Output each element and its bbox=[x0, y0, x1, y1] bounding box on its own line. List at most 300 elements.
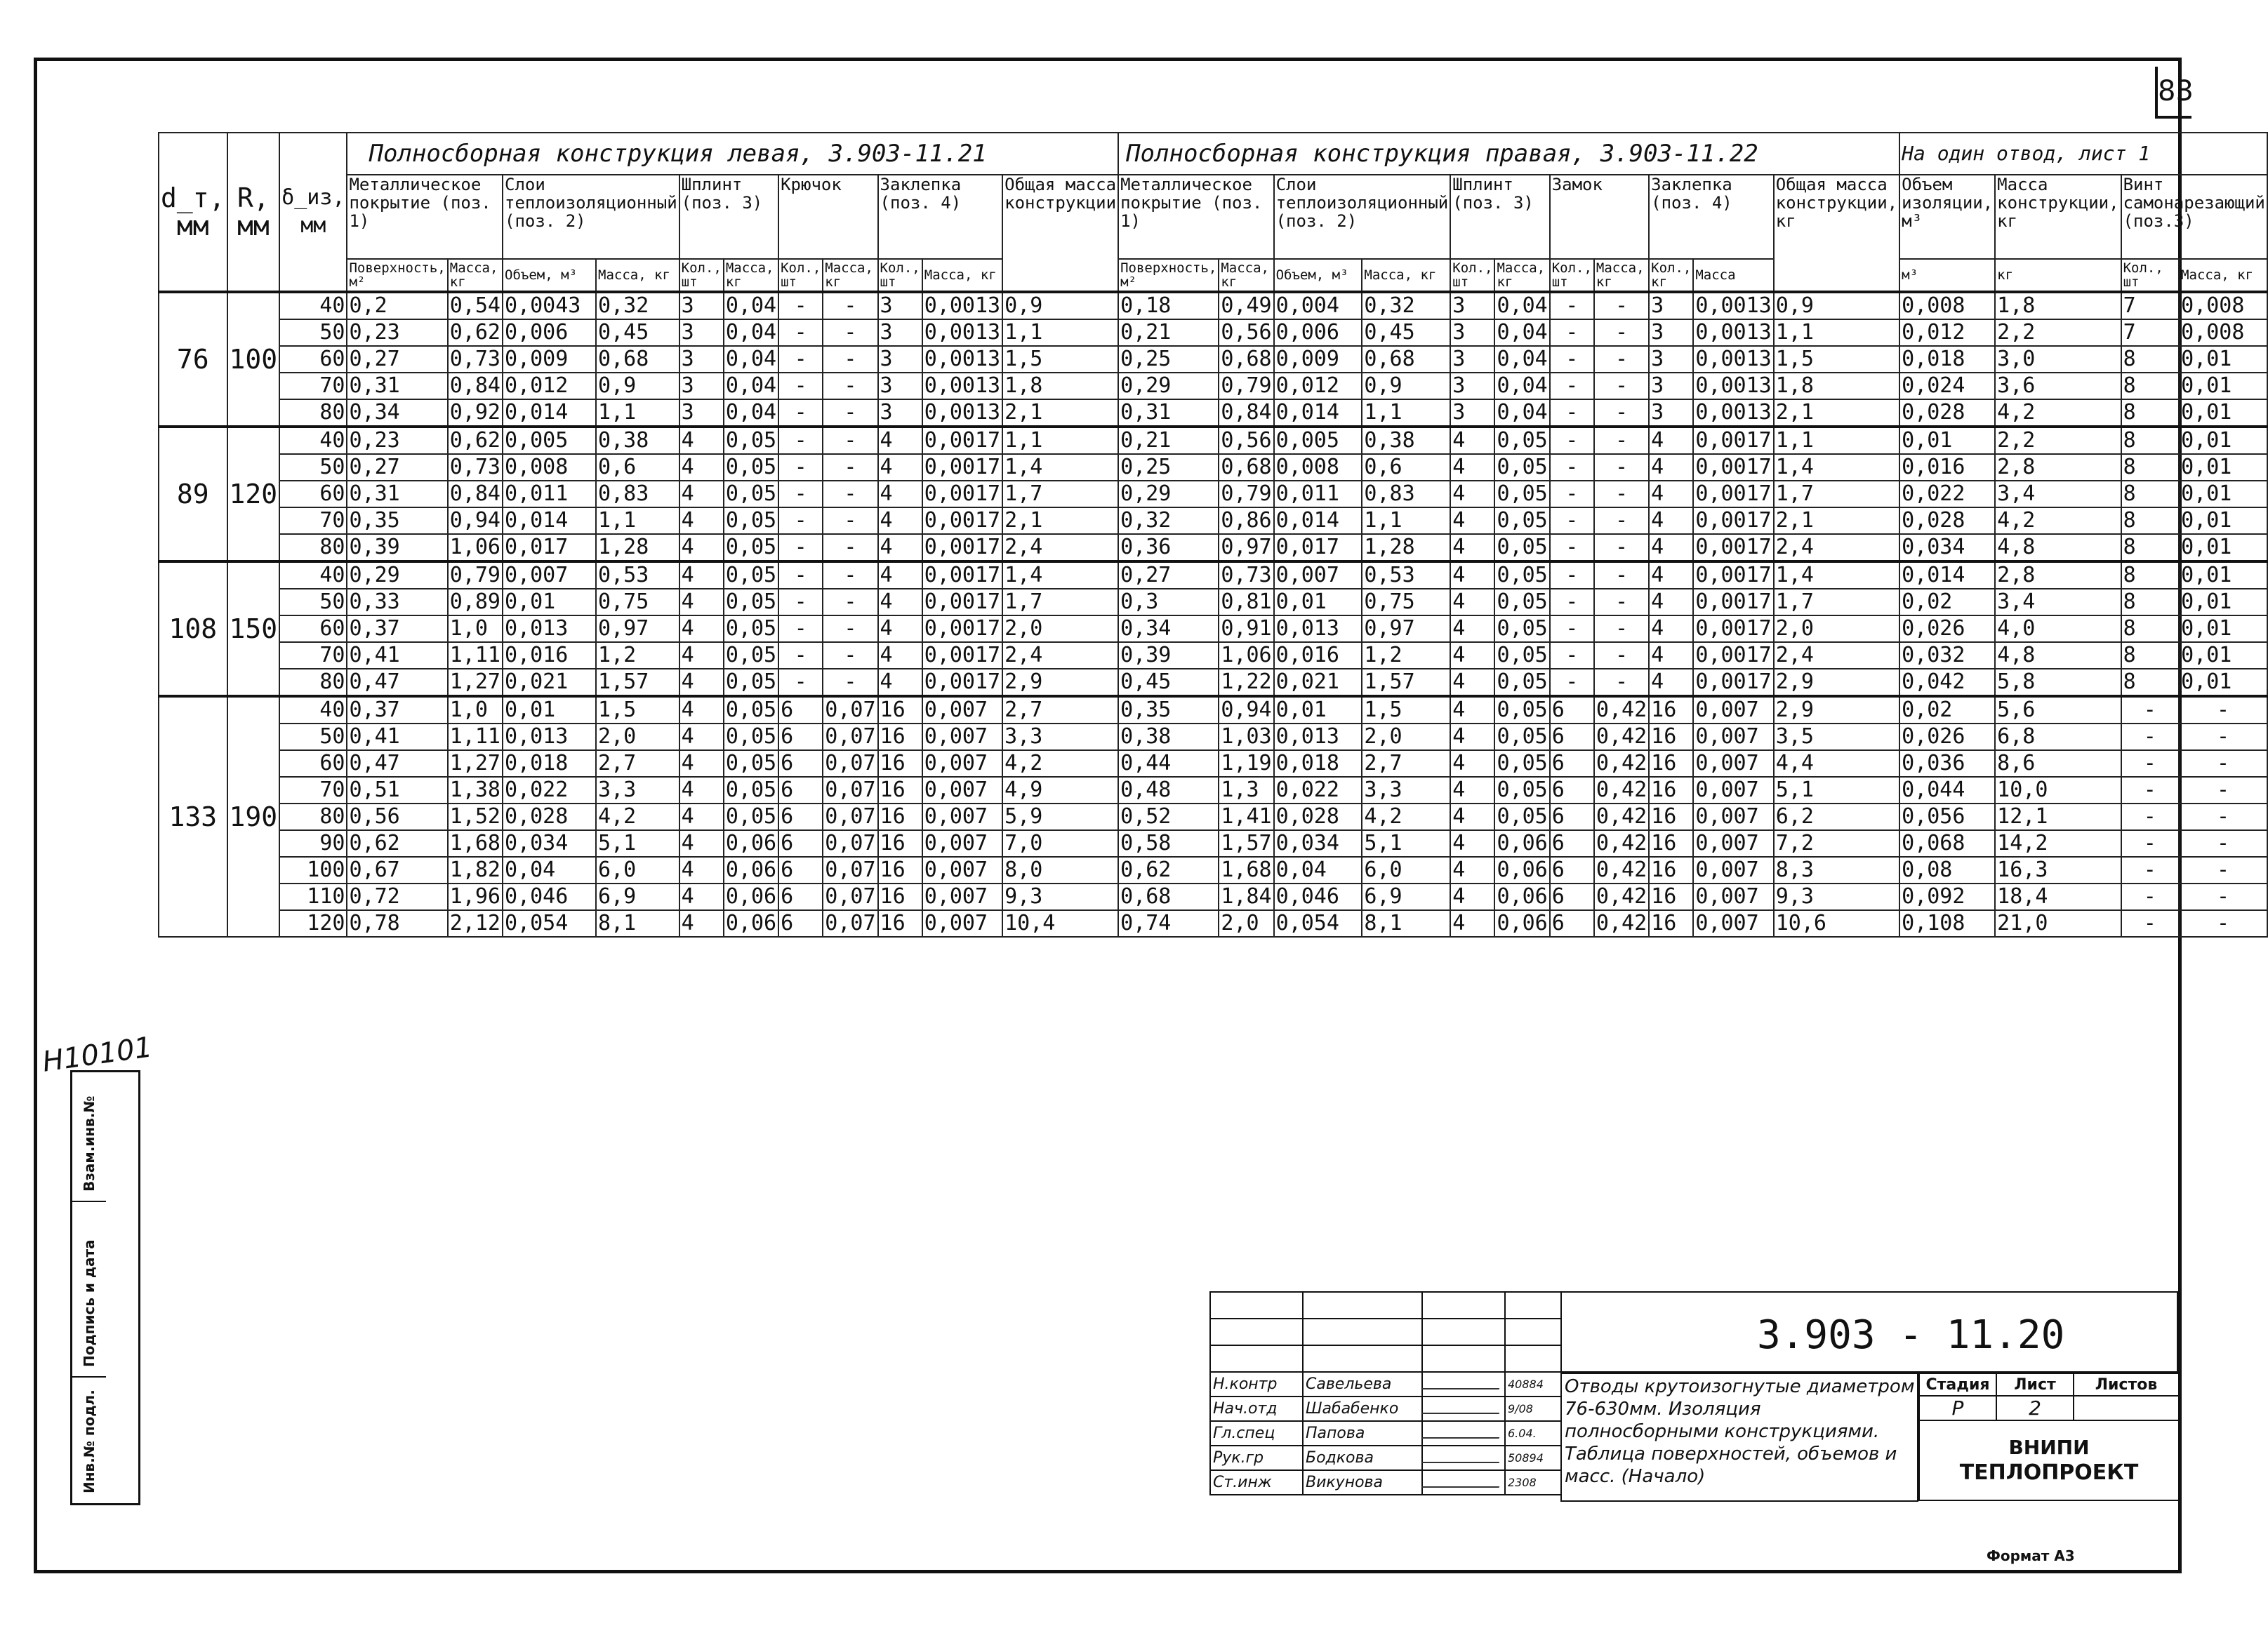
value-cell: - bbox=[823, 427, 877, 454]
signer-role: Ст.инж bbox=[1210, 1470, 1303, 1495]
sign-date: 2308 bbox=[1505, 1470, 1561, 1495]
value-cell: 4 bbox=[1649, 534, 1693, 561]
value-cell: 0,007 bbox=[922, 884, 1002, 910]
value-cell: 4 bbox=[679, 830, 724, 857]
value-cell: 16 bbox=[878, 777, 922, 804]
value-cell: 0,046 bbox=[503, 884, 596, 910]
value-cell: 0,79 bbox=[448, 561, 503, 589]
value-cell: - bbox=[778, 481, 823, 507]
value-cell: 4 bbox=[878, 615, 922, 642]
value-cell: 0,38 bbox=[1362, 427, 1450, 454]
signature-row bbox=[1210, 1372, 1561, 1397]
value-cell: 0,72 bbox=[347, 884, 447, 910]
value-cell: 4 bbox=[878, 561, 922, 589]
value-cell: 0,37 bbox=[347, 615, 447, 642]
value-cell: 0,32 bbox=[596, 292, 679, 319]
value-cell: 1,3 bbox=[1219, 777, 1273, 804]
value-cell: 1,27 bbox=[448, 750, 503, 777]
value-cell: 4 bbox=[679, 615, 724, 642]
value-cell: 4 bbox=[679, 427, 724, 454]
value-cell: 8 bbox=[2121, 427, 2180, 454]
value-cell: 0,56 bbox=[347, 804, 447, 830]
value-cell: 0,007 bbox=[1693, 830, 1773, 857]
value-cell: 2,2 bbox=[1995, 319, 2121, 346]
insulation-thickness-cell: 70 bbox=[279, 642, 347, 669]
unit-header-14: Кол., шт bbox=[1450, 259, 1494, 292]
value-cell: 4 bbox=[1450, 830, 1494, 857]
insulation-thickness-cell: 90 bbox=[279, 830, 347, 857]
table-row bbox=[159, 534, 2267, 561]
value-cell: 0,74 bbox=[1118, 910, 1219, 937]
signature bbox=[1422, 1421, 1505, 1446]
value-cell: 0,73 bbox=[448, 454, 503, 481]
value-cell: 0,62 bbox=[448, 427, 503, 454]
value-cell: 16 bbox=[878, 750, 922, 777]
value-cell: 0,37 bbox=[347, 696, 447, 724]
value-cell: 0,06 bbox=[1494, 857, 1549, 884]
value-cell: 0,008 bbox=[2179, 292, 2267, 319]
value-cell: 8,3 bbox=[1774, 857, 1899, 884]
value-cell: - bbox=[778, 346, 823, 373]
value-cell: 0,018 bbox=[503, 750, 596, 777]
value-cell: - bbox=[1550, 346, 1594, 373]
value-cell: 1,1 bbox=[596, 399, 679, 427]
table-row bbox=[159, 642, 2267, 669]
value-cell: 10,6 bbox=[1774, 910, 1899, 937]
value-cell: 0,29 bbox=[1118, 373, 1219, 399]
value-cell: - bbox=[778, 669, 823, 696]
value-cell: 0,01 bbox=[2179, 346, 2267, 373]
value-cell: 0,68 bbox=[1219, 454, 1273, 481]
signature bbox=[1422, 1446, 1505, 1470]
value-cell: 8,1 bbox=[596, 910, 679, 937]
sign-date: 40884 bbox=[1505, 1372, 1561, 1397]
signer-name: Папова bbox=[1303, 1421, 1422, 1446]
value-cell: 0,01 bbox=[2179, 561, 2267, 589]
value-cell: 7,0 bbox=[1002, 830, 1118, 857]
value-cell: 5,9 bbox=[1002, 804, 1118, 830]
unit-header-9: Масса, кг bbox=[922, 259, 1002, 292]
value-cell: 0,0013 bbox=[1693, 346, 1773, 373]
right-sub-total: Общая масса конструкции, кг bbox=[1774, 175, 1899, 292]
value-cell: 4 bbox=[1450, 507, 1494, 534]
value-cell: - bbox=[2121, 724, 2180, 750]
value-cell: 3 bbox=[878, 346, 922, 373]
value-cell: 1,8 bbox=[1002, 373, 1118, 399]
value-cell: 3 bbox=[878, 373, 922, 399]
value-cell: 0,007 bbox=[922, 696, 1002, 724]
value-cell: 0,04 bbox=[1494, 319, 1549, 346]
signature bbox=[1422, 1372, 1505, 1397]
value-cell: 6,9 bbox=[1362, 884, 1450, 910]
value-cell: 0,011 bbox=[503, 481, 596, 507]
value-cell: - bbox=[778, 292, 823, 319]
value-cell: 0,21 bbox=[1118, 319, 1219, 346]
unit-header-19: Масса bbox=[1693, 259, 1773, 292]
value-cell: 0,83 bbox=[1362, 481, 1450, 507]
value-cell: 0,58 bbox=[1118, 830, 1219, 857]
value-cell: 2,4 bbox=[1002, 642, 1118, 669]
value-cell: 0,42 bbox=[1594, 857, 1649, 884]
value-cell: 3,5 bbox=[1774, 724, 1899, 750]
value-cell: 1,06 bbox=[448, 534, 503, 561]
value-cell: - bbox=[2121, 884, 2180, 910]
value-cell: - bbox=[2121, 750, 2180, 777]
value-cell: 6 bbox=[1550, 724, 1594, 750]
value-cell: 0,054 bbox=[1274, 910, 1362, 937]
value-cell: - bbox=[1550, 642, 1594, 669]
value-cell: 0,04 bbox=[503, 857, 596, 884]
value-cell: 4 bbox=[1450, 669, 1494, 696]
value-cell: 5,6 bbox=[1995, 696, 2121, 724]
table-row bbox=[159, 346, 2267, 373]
value-cell: 0,41 bbox=[347, 724, 447, 750]
value-cell: 4 bbox=[1649, 615, 1693, 642]
insulation-thickness-cell: 70 bbox=[279, 507, 347, 534]
value-cell: 1,57 bbox=[1219, 830, 1273, 857]
value-cell: 0,007 bbox=[1693, 884, 1773, 910]
value-cell: 8,0 bbox=[1002, 857, 1118, 884]
value-cell: 0,6 bbox=[596, 454, 679, 481]
value-cell: 4 bbox=[1450, 642, 1494, 669]
value-cell: 0,34 bbox=[347, 399, 447, 427]
value-cell: 0,05 bbox=[1494, 777, 1549, 804]
value-cell: - bbox=[2179, 857, 2267, 884]
insulation-thickness-cell: 120 bbox=[279, 910, 347, 937]
value-cell: 16 bbox=[1649, 804, 1693, 830]
value-cell: 3 bbox=[878, 399, 922, 427]
value-cell: 0,092 bbox=[1899, 884, 1995, 910]
value-cell: 4 bbox=[1649, 589, 1693, 615]
value-cell: - bbox=[1594, 589, 1649, 615]
value-cell: - bbox=[1594, 427, 1649, 454]
title-block bbox=[1209, 1291, 2178, 1502]
value-cell: 6 bbox=[778, 910, 823, 937]
value-cell: 0,012 bbox=[503, 373, 596, 399]
value-cell: 16 bbox=[1649, 750, 1693, 777]
value-cell: 0,0017 bbox=[922, 507, 1002, 534]
value-cell: 0,04 bbox=[1274, 857, 1362, 884]
value-cell: 0,008 bbox=[1899, 292, 1995, 319]
value-cell: 0,017 bbox=[503, 534, 596, 561]
value-cell: 0,68 bbox=[596, 346, 679, 373]
value-cell: 0,0017 bbox=[1693, 615, 1773, 642]
value-cell: 8 bbox=[2121, 454, 2180, 481]
value-cell: - bbox=[1594, 481, 1649, 507]
insulation-thickness-cell: 50 bbox=[279, 454, 347, 481]
left-strip-label-3: Инв.№ подл. bbox=[81, 1389, 98, 1493]
value-cell: 0,0013 bbox=[1693, 399, 1773, 427]
left-sub-pin: Шплинт (поз. 3) bbox=[679, 175, 778, 259]
value-cell: 4 bbox=[679, 589, 724, 615]
value-cell: 0,008 bbox=[2179, 319, 2267, 346]
value-cell: - bbox=[2179, 696, 2267, 724]
value-cell: 2,7 bbox=[596, 750, 679, 777]
left-sub-total: Общая масса конструкции bbox=[1002, 175, 1118, 292]
value-cell: 0,007 bbox=[1693, 750, 1773, 777]
value-cell: 5,8 bbox=[1995, 669, 2121, 696]
value-cell: 3,3 bbox=[596, 777, 679, 804]
value-cell: - bbox=[823, 561, 877, 589]
value-cell: 4 bbox=[1649, 642, 1693, 669]
value-cell: - bbox=[823, 669, 877, 696]
value-cell: 0,05 bbox=[1494, 454, 1549, 481]
value-cell: 16 bbox=[878, 804, 922, 830]
value-cell: 6,2 bbox=[1774, 804, 1899, 830]
table-row bbox=[159, 589, 2267, 615]
value-cell: 0,018 bbox=[1274, 750, 1362, 777]
value-cell: 0,014 bbox=[503, 399, 596, 427]
value-cell: 0,3 bbox=[1118, 589, 1219, 615]
value-cell: 0,47 bbox=[347, 669, 447, 696]
header-left-construction: Полносборная конструкция левая, 3.903-11.21 bbox=[347, 133, 1118, 175]
value-cell: 16 bbox=[1649, 884, 1693, 910]
value-cell: 0,013 bbox=[1274, 724, 1362, 750]
value-cell: 0,42 bbox=[1594, 884, 1649, 910]
signer-name: Бодкова bbox=[1303, 1446, 1422, 1470]
insulation-thickness-cell: 80 bbox=[279, 669, 347, 696]
value-cell: 0,01 bbox=[2179, 427, 2267, 454]
value-cell: 0,62 bbox=[448, 319, 503, 346]
stage-value: Р bbox=[1919, 1396, 1996, 1420]
table-row bbox=[159, 319, 2267, 346]
value-cell: 6 bbox=[778, 724, 823, 750]
value-cell: 0,44 bbox=[1118, 750, 1219, 777]
value-cell: 0,01 bbox=[2179, 454, 2267, 481]
value-cell: - bbox=[1594, 346, 1649, 373]
left-sub-rivet: Заклепка (поз. 4) bbox=[878, 175, 1003, 259]
value-cell: - bbox=[2121, 696, 2180, 724]
value-cell: 3,0 bbox=[1995, 346, 2121, 373]
unit-header-2: Объем, м³ bbox=[503, 259, 596, 292]
value-cell: 0,06 bbox=[1494, 830, 1549, 857]
value-cell: 0,23 bbox=[347, 319, 447, 346]
value-cell: 2,8 bbox=[1995, 454, 2121, 481]
value-cell: - bbox=[1594, 319, 1649, 346]
value-cell: 0,05 bbox=[1494, 481, 1549, 507]
value-cell: 0,0017 bbox=[1693, 507, 1773, 534]
value-cell: 6 bbox=[778, 830, 823, 857]
value-cell: 8,6 bbox=[1995, 750, 2121, 777]
value-cell: 12,1 bbox=[1995, 804, 2121, 830]
value-cell: - bbox=[1550, 427, 1594, 454]
value-cell: 0,05 bbox=[724, 481, 778, 507]
value-cell: - bbox=[778, 589, 823, 615]
value-cell: 1,1 bbox=[1362, 507, 1450, 534]
value-cell: - bbox=[778, 427, 823, 454]
value-cell: 1,7 bbox=[1774, 589, 1899, 615]
value-cell: 0,007 bbox=[922, 804, 1002, 830]
value-cell: 0,05 bbox=[724, 534, 778, 561]
value-cell: 0,05 bbox=[1494, 696, 1549, 724]
value-cell: 0,79 bbox=[1219, 481, 1273, 507]
value-cell: 4 bbox=[1450, 910, 1494, 937]
value-cell: - bbox=[2121, 804, 2180, 830]
value-cell: 0,9 bbox=[1002, 292, 1118, 319]
value-cell: 0,05 bbox=[724, 427, 778, 454]
value-cell: 16 bbox=[1649, 830, 1693, 857]
value-cell: 1,7 bbox=[1002, 589, 1118, 615]
value-cell: 0,036 bbox=[1899, 750, 1995, 777]
value-cell: 0,007 bbox=[922, 910, 1002, 937]
value-cell: 16 bbox=[878, 830, 922, 857]
value-cell: 4,2 bbox=[1995, 507, 2121, 534]
value-cell: 0,007 bbox=[1693, 857, 1773, 884]
value-cell: 8 bbox=[2121, 507, 2180, 534]
value-cell: - bbox=[1550, 615, 1594, 642]
value-cell: 5,1 bbox=[596, 830, 679, 857]
value-cell: 0,0017 bbox=[922, 615, 1002, 642]
value-cell: 1,5 bbox=[596, 696, 679, 724]
value-cell: 0,05 bbox=[1494, 561, 1549, 589]
unit-header-22: Кол., шт bbox=[2121, 259, 2180, 292]
value-cell: 3 bbox=[1450, 319, 1494, 346]
value-cell: 0,0017 bbox=[922, 454, 1002, 481]
value-cell: 2,0 bbox=[1362, 724, 1450, 750]
document-number: 3.903 - 11.20 bbox=[1757, 1312, 2065, 1358]
value-cell: 0,01 bbox=[2179, 481, 2267, 507]
value-cell: 3 bbox=[1649, 319, 1693, 346]
value-cell: 1,1 bbox=[1002, 427, 1118, 454]
header-per-bend: На один отвод, лист 1 bbox=[1899, 133, 2267, 175]
sign-date: 9/08 bbox=[1505, 1397, 1561, 1421]
value-cell: 0,35 bbox=[347, 507, 447, 534]
value-cell: 0,007 bbox=[922, 724, 1002, 750]
value-cell: 4 bbox=[679, 642, 724, 669]
value-cell: 8 bbox=[2121, 615, 2180, 642]
value-cell: 0,05 bbox=[724, 454, 778, 481]
value-cell: 1,19 bbox=[1219, 750, 1273, 777]
value-cell: 0,79 bbox=[1219, 373, 1273, 399]
value-cell: 0,026 bbox=[1899, 724, 1995, 750]
signer-role: Рук.гр bbox=[1210, 1446, 1303, 1470]
value-cell: 4,8 bbox=[1995, 642, 2121, 669]
value-cell: 0,068 bbox=[1899, 830, 1995, 857]
value-cell: - bbox=[1594, 399, 1649, 427]
sign-date: 50894 bbox=[1505, 1446, 1561, 1470]
value-cell: 0,01 bbox=[1274, 589, 1362, 615]
value-cell: 2,4 bbox=[1774, 534, 1899, 561]
value-cell: - bbox=[1594, 507, 1649, 534]
value-cell: 0,0017 bbox=[1693, 454, 1773, 481]
value-cell: 0,05 bbox=[724, 669, 778, 696]
value-cell: 0,48 bbox=[1118, 777, 1219, 804]
value-cell: 3 bbox=[679, 373, 724, 399]
value-cell: 0,62 bbox=[1118, 857, 1219, 884]
value-cell: 0,007 bbox=[1693, 777, 1773, 804]
value-cell: 0,68 bbox=[1118, 884, 1219, 910]
insulation-thickness-cell: 50 bbox=[279, 589, 347, 615]
signature-row bbox=[1210, 1470, 1561, 1495]
value-cell: 2,0 bbox=[1002, 615, 1118, 642]
value-cell: 0,024 bbox=[1899, 373, 1995, 399]
right-sub-lock: Замок bbox=[1550, 175, 1649, 259]
value-cell: 3 bbox=[878, 319, 922, 346]
document-title: Отводы крутоизогнутые диаметром 76-630мм. Изоляция полносборными конструкциями. Таблица поверхностей, объемов и масс. (Начало) bbox=[1565, 1376, 1915, 1487]
signer-name: Шабабенко bbox=[1303, 1397, 1422, 1421]
left-sub-metal: Металлическое покрытие (поз. 1) bbox=[347, 175, 503, 259]
value-cell: 0,04 bbox=[1494, 399, 1549, 427]
value-cell: 0,0013 bbox=[922, 399, 1002, 427]
value-cell: 0,034 bbox=[503, 830, 596, 857]
value-cell: 6 bbox=[778, 777, 823, 804]
value-cell: 5,1 bbox=[1362, 830, 1450, 857]
value-cell: 1,57 bbox=[596, 669, 679, 696]
value-cell: 0,013 bbox=[1274, 615, 1362, 642]
value-cell: 0,0043 bbox=[503, 292, 596, 319]
unit-header-20: м³ bbox=[1899, 259, 1995, 292]
value-cell: 2,0 bbox=[1774, 615, 1899, 642]
value-cell: 2,12 bbox=[448, 910, 503, 937]
value-cell: 4 bbox=[1450, 696, 1494, 724]
value-cell: 0,054 bbox=[503, 910, 596, 937]
value-cell: 1,1 bbox=[1002, 319, 1118, 346]
value-cell: 2,7 bbox=[1362, 750, 1450, 777]
value-cell: 0,012 bbox=[1274, 373, 1362, 399]
value-cell: 0,31 bbox=[347, 373, 447, 399]
value-cell: 1,96 bbox=[448, 884, 503, 910]
value-cell: 0,05 bbox=[724, 777, 778, 804]
value-cell: 0,39 bbox=[1118, 642, 1219, 669]
value-cell: 2,4 bbox=[1002, 534, 1118, 561]
value-cell: - bbox=[823, 534, 877, 561]
value-cell: 0,06 bbox=[724, 830, 778, 857]
value-cell: 4 bbox=[1450, 561, 1494, 589]
value-cell: 3,3 bbox=[1362, 777, 1450, 804]
value-cell: 0,53 bbox=[1362, 561, 1450, 589]
value-cell: 4 bbox=[878, 642, 922, 669]
group-R: 120 bbox=[227, 427, 280, 561]
value-cell: 0,022 bbox=[1899, 481, 1995, 507]
value-cell: 0,01 bbox=[2179, 399, 2267, 427]
value-cell: 0,05 bbox=[1494, 804, 1549, 830]
value-cell: 0,31 bbox=[347, 481, 447, 507]
value-cell: - bbox=[823, 292, 877, 319]
value-cell: 0,53 bbox=[596, 561, 679, 589]
value-cell: 1,5 bbox=[1774, 346, 1899, 373]
value-cell: 0,022 bbox=[503, 777, 596, 804]
value-cell: 0,45 bbox=[1362, 319, 1450, 346]
value-cell: 1,68 bbox=[1219, 857, 1273, 884]
value-cell: 0,0017 bbox=[1693, 561, 1773, 589]
value-cell: 0,009 bbox=[1274, 346, 1362, 373]
value-cell: - bbox=[778, 373, 823, 399]
value-cell: 0,29 bbox=[1118, 481, 1219, 507]
value-cell: 0,04 bbox=[1494, 346, 1549, 373]
value-cell: 16 bbox=[878, 884, 922, 910]
value-cell: 4 bbox=[1649, 561, 1693, 589]
value-cell: 2,9 bbox=[1002, 669, 1118, 696]
value-cell: - bbox=[823, 481, 877, 507]
value-cell: 2,4 bbox=[1774, 642, 1899, 669]
value-cell: 4 bbox=[679, 750, 724, 777]
value-cell: 4 bbox=[679, 804, 724, 830]
value-cell: 16 bbox=[878, 696, 922, 724]
value-cell: 8 bbox=[2121, 346, 2180, 373]
value-cell: 0,007 bbox=[1693, 910, 1773, 937]
value-cell: 0,73 bbox=[448, 346, 503, 373]
value-cell: 0,42 bbox=[1594, 696, 1649, 724]
value-cell: 8 bbox=[2121, 669, 2180, 696]
unit-header-7: Масса, кг bbox=[823, 259, 877, 292]
value-cell: - bbox=[778, 399, 823, 427]
signature-grid bbox=[1209, 1291, 1562, 1495]
value-cell: - bbox=[2121, 910, 2180, 937]
value-cell: 1,22 bbox=[1219, 669, 1273, 696]
group-R: 100 bbox=[227, 292, 280, 427]
group-dt: 89 bbox=[159, 427, 227, 561]
value-cell: 16 bbox=[1649, 724, 1693, 750]
